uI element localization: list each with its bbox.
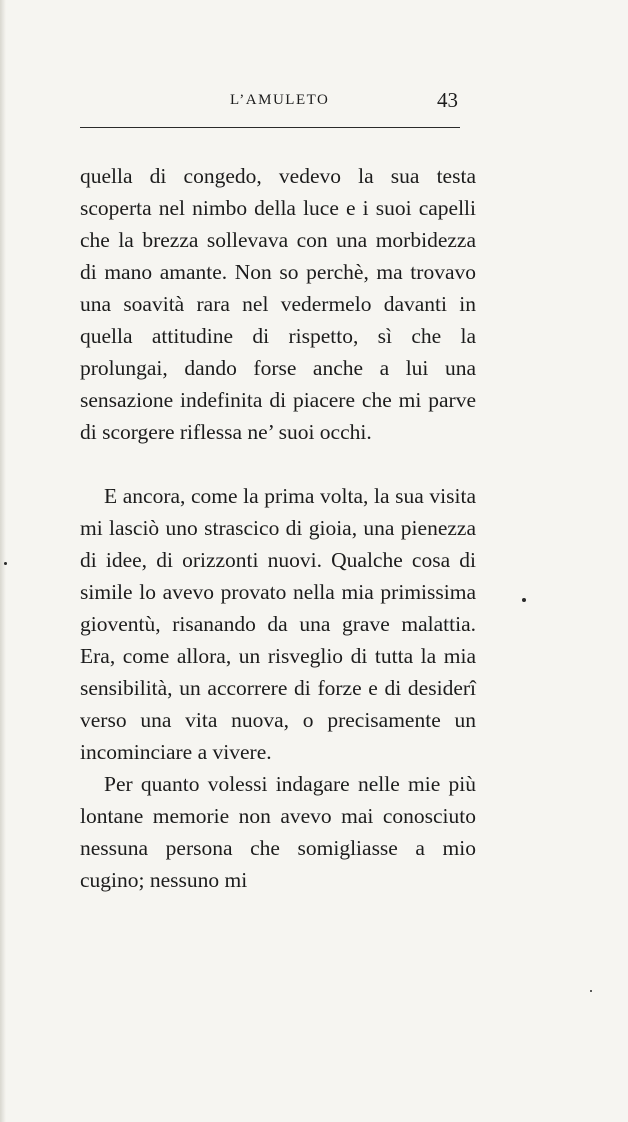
running-title: L’AMULETO [230,92,330,108]
body-text [80,160,476,896]
ink-speck [4,562,7,565]
header-rule [80,127,460,128]
paragraph-continued: quella di congedo, vedevo la sua testa scoperta nel nimbo della luce e i suoi capelli che la brezza sollevava con una morbidezza di mano amante. Non so perchè, ma trovavo una soavità rara nel vedermelo davanti in quella attitudine di rispetto, sì che la prolungai, dando forse anche a lui una sensazione indefinita di piacere che mi parve di scorgere riflessa ne’ suoi occhi. [80,164,476,444]
page-number: 43 [437,88,458,112]
ink-speck [590,990,592,992]
running-header [80,88,460,118]
page-edge-shadow [0,0,6,1122]
paragraph: Per quanto volessi indagare nelle mie più lontane memorie non avevo mai conosciuto nessuna persona che somigliasse a mio cugino; nessuno mi [80,772,476,892]
ink-speck [522,598,526,602]
paragraph: E ancora, come la prima volta, la sua visita mi lasciò uno strascico di gioia, una pienezza di idee, di orizzonti nuovi. Qualche cosa di simile lo avevo provato nella mia primissima gioventù, risanando da una grave malattia. Era, come allora, un risveglio di tutta la mia sensibilità, un accorrere di forze e di desiderî verso una vita nuova, o precisamente un incominciare a vivere. [80,484,476,764]
